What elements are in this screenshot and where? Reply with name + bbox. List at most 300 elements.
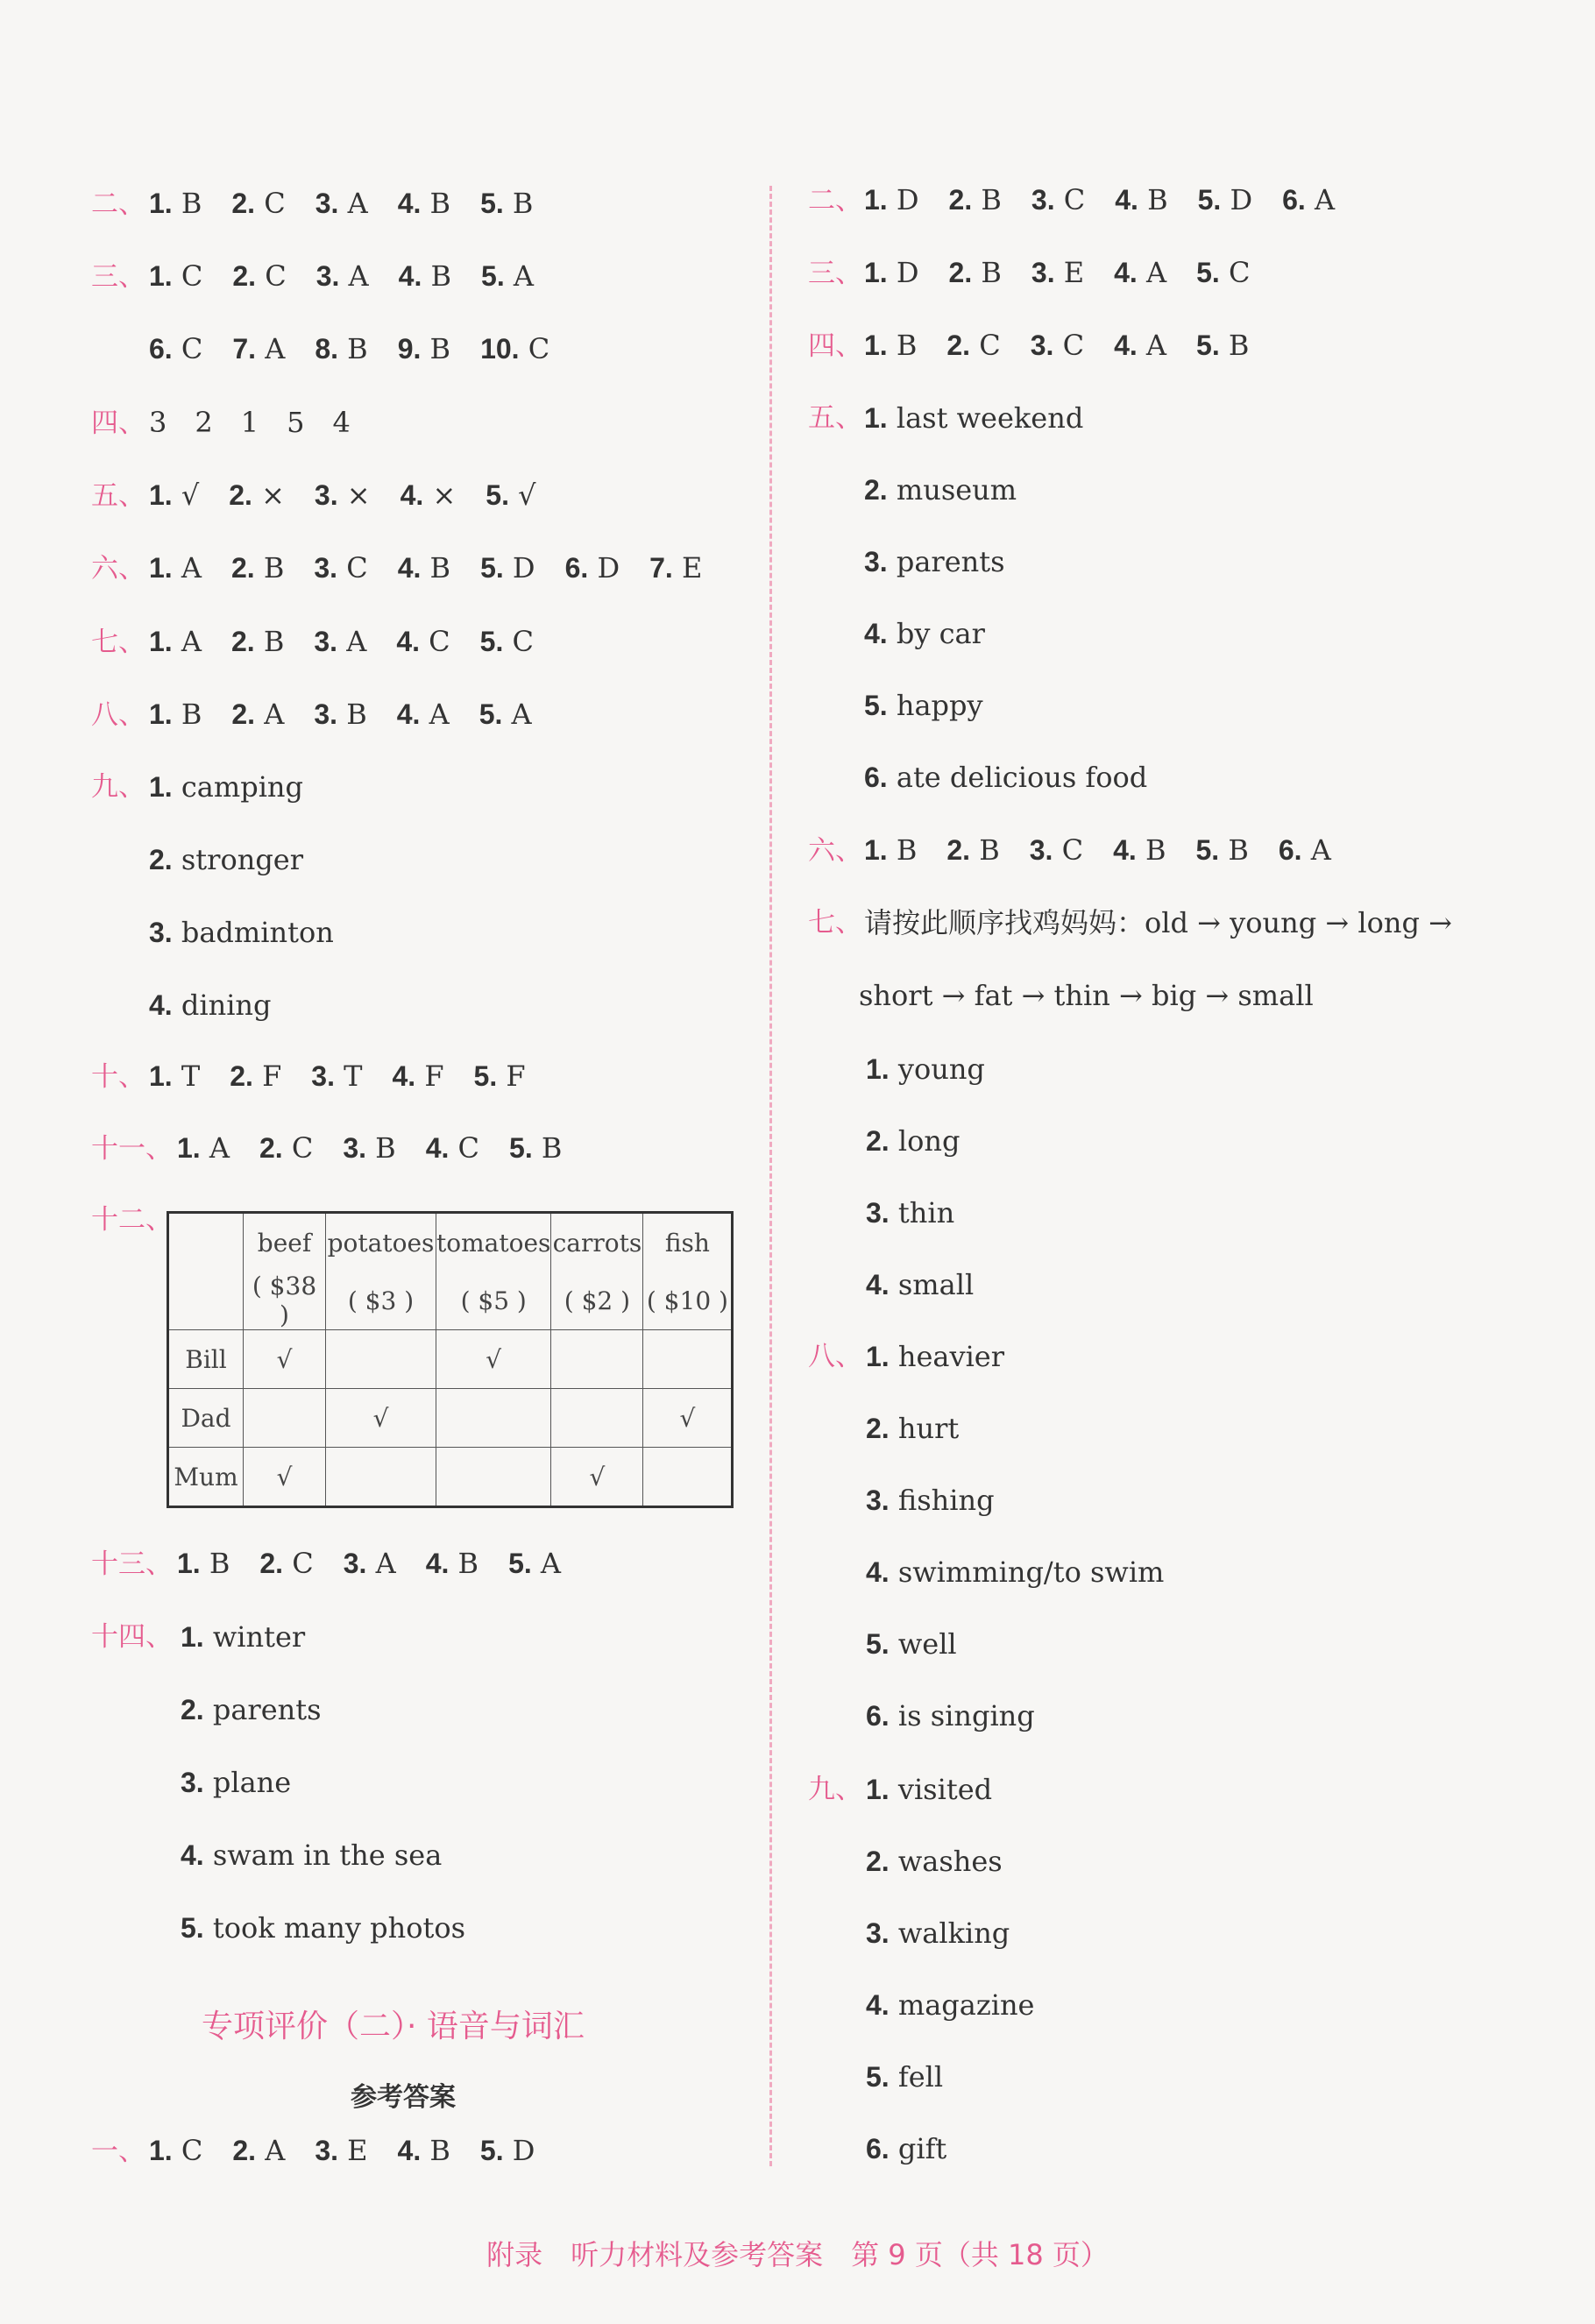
question-number: 5. — [481, 260, 505, 292]
question-number: 6. — [1278, 834, 1302, 866]
answer-item — [864, 616, 985, 651]
answer-item — [486, 478, 535, 512]
answer-value: D — [512, 2134, 535, 2167]
question-number: 2. — [181, 1694, 204, 1725]
question-number: 2. — [230, 1060, 253, 1092]
question-number: 4. — [866, 1556, 890, 1588]
answer-value: dining — [181, 988, 272, 1022]
answer-value: B — [263, 551, 285, 585]
question-number: 3. — [311, 1060, 335, 1092]
answer-value: F — [424, 1059, 444, 1093]
answer-item — [397, 698, 450, 731]
question-number: 2. — [946, 834, 971, 866]
answer-value: B — [457, 1547, 479, 1580]
answer-value: × — [346, 478, 371, 512]
table-header-row — [168, 1213, 733, 1272]
answer-value: C — [291, 1131, 314, 1165]
answer-item — [864, 183, 919, 216]
answer-item — [866, 1267, 974, 1302]
answer-value: A — [265, 2134, 286, 2167]
question-number: 7. — [649, 552, 673, 584]
answer-value: B — [429, 551, 451, 585]
answer-value: C — [264, 187, 286, 220]
answer-item — [1031, 183, 1085, 216]
answer-value: C — [1062, 329, 1085, 362]
answer-value: √ — [518, 478, 536, 512]
answer-item — [649, 551, 702, 585]
question-number: 1. — [864, 184, 888, 216]
answer-row — [91, 259, 534, 294]
item-name-cell: potatoes — [326, 1213, 436, 1272]
section-label: 七、 — [91, 627, 145, 658]
question-number: 5. — [1195, 834, 1220, 866]
answer-item — [259, 1131, 313, 1165]
question-number: 1. — [149, 698, 173, 730]
question-number: 4. — [1114, 329, 1138, 361]
answer-item — [1031, 256, 1084, 289]
answer-value: T — [181, 1059, 201, 1093]
answer-row — [808, 328, 1249, 364]
answer-item — [229, 478, 285, 512]
answer-item — [474, 1059, 526, 1093]
answer-value: C — [346, 551, 368, 585]
item-name-cell: beef — [244, 1213, 326, 1272]
answer-value: E — [1063, 256, 1085, 289]
answer-value: C — [181, 259, 203, 293]
question-number: 3. — [1029, 834, 1053, 866]
answer-item — [314, 698, 366, 731]
answer-value: A — [264, 698, 285, 731]
answer-item — [864, 688, 983, 723]
question-number: 7. — [232, 333, 257, 365]
question-number: 1. — [866, 1341, 890, 1372]
instruction-line: short → fat → thin → big → small — [859, 979, 1314, 1012]
section-label: 十、 — [91, 1061, 145, 1093]
question-number: 4. — [397, 188, 422, 219]
answer-item — [230, 1059, 281, 1093]
check-cell — [326, 1448, 436, 1507]
section-label: 二、 — [808, 185, 862, 216]
answer-item — [314, 625, 366, 658]
section-label: 九、 — [91, 771, 145, 803]
question-number: 3. — [314, 698, 338, 730]
answer-item — [149, 625, 202, 658]
answer-value: is singing — [897, 1699, 1035, 1732]
question-number: 3. — [1031, 184, 1055, 216]
answer-row — [91, 478, 536, 514]
answer-item — [866, 1483, 995, 1518]
answer-value: C — [528, 332, 550, 365]
question-number: 4. — [1115, 184, 1138, 216]
section-label: 四、 — [808, 330, 862, 362]
answer-row — [91, 1059, 526, 1095]
answer-item — [149, 478, 199, 512]
section-label: 十二、 — [91, 1204, 173, 1236]
item-name-cell: carrots — [551, 1213, 643, 1272]
item-price-cell: ( $10 ) — [643, 1272, 733, 1330]
question-number: 4. — [397, 2135, 422, 2166]
answer-value: last weekend — [896, 401, 1084, 435]
answer-value: E — [681, 551, 703, 585]
question-number: 1. — [177, 1132, 201, 1164]
answer-item — [509, 1131, 562, 1165]
answer-row — [808, 182, 1335, 218]
answer-item — [149, 1059, 200, 1093]
answer-item — [344, 1547, 396, 1580]
answer-value: hurt — [897, 1412, 960, 1445]
answer-value: B — [181, 698, 202, 731]
answer-value: B — [512, 187, 534, 220]
table-row — [168, 1389, 733, 1448]
question-number: 4. — [866, 1269, 890, 1300]
answer-item — [480, 332, 549, 365]
section-label: 十三、 — [91, 1548, 173, 1580]
answer-value: gift — [897, 2132, 947, 2165]
answer-item — [565, 551, 620, 585]
answer-value: long — [897, 1124, 961, 1158]
question-number: 2. — [946, 329, 971, 361]
shopping-table — [167, 1211, 734, 1508]
question-number: 4. — [396, 626, 420, 657]
question-number: 5. — [479, 626, 504, 657]
answer-item — [866, 2131, 946, 2166]
answer-item — [866, 1987, 1034, 2023]
question-number: 4. — [149, 989, 173, 1021]
answer-item — [866, 1844, 1003, 1879]
answer-item — [315, 332, 367, 365]
person-cell: Bill — [168, 1330, 244, 1389]
answer-value: B — [430, 259, 452, 293]
answer-item — [399, 259, 451, 293]
answer-item — [259, 1547, 313, 1580]
section-label: 三、 — [91, 261, 145, 293]
answer-item — [949, 256, 1002, 289]
answer-item — [866, 1555, 1164, 1590]
question-number: 3. — [866, 1197, 890, 1229]
answer-item — [1279, 833, 1331, 867]
section-label: 五、 — [91, 480, 145, 512]
answer-item — [1198, 183, 1253, 216]
answer-value: parents — [212, 1693, 322, 1726]
answer-item — [149, 698, 202, 731]
answer-row — [149, 331, 549, 366]
item-price-cell: ( $38 ) — [244, 1272, 326, 1330]
check-cell — [326, 1330, 436, 1389]
question-number: 4. — [425, 1548, 450, 1579]
answer-value: C — [181, 332, 203, 365]
question-number: 1. — [864, 402, 888, 434]
answer-item — [231, 698, 284, 731]
answer-value: F — [506, 1059, 526, 1093]
page-footer: 附录 听力材料及参考答案 第 9 页（共 18 页） — [486, 2238, 1109, 2271]
answer-row — [91, 624, 534, 660]
answer-item — [1115, 183, 1167, 216]
answer-value: D — [512, 551, 535, 585]
answer-value: fell — [897, 2060, 944, 2094]
question-number: 2. — [231, 698, 256, 730]
question-number: 5. — [479, 2135, 504, 2166]
answer-item — [480, 2134, 535, 2167]
section-label: 五、 — [808, 402, 862, 434]
question-number: 1. — [866, 1053, 890, 1085]
question-number: 9. — [397, 333, 422, 365]
question-number: 1. — [149, 479, 173, 511]
answer-value: young — [897, 1052, 985, 1086]
question-number: 5. — [480, 188, 504, 219]
question-number: 6. — [864, 762, 888, 793]
question-number: 3. — [866, 1484, 890, 1516]
answer-item — [231, 187, 285, 220]
answer-value: B — [1145, 833, 1166, 867]
answer-item — [1114, 256, 1166, 289]
answer-item — [149, 915, 334, 950]
section-title: 专项评价（二）· 语音与词汇 — [202, 2009, 585, 2044]
question-number: 2. — [232, 2135, 257, 2166]
item-name-cell: fish — [643, 1213, 733, 1272]
answer-value: swam in the sea — [212, 1839, 443, 1872]
answer-item — [866, 1195, 954, 1230]
section-label: 八、 — [808, 1341, 862, 1372]
check-cell — [643, 1330, 733, 1389]
answer-value: D — [597, 551, 620, 585]
answer-value: by car — [896, 617, 985, 650]
answer-value: stronger — [181, 843, 304, 876]
question-number: 3. — [315, 188, 339, 219]
answer-value: D — [1230, 183, 1253, 216]
answer-item — [398, 187, 450, 220]
question-number: 1. — [149, 771, 173, 803]
answer-value: badminton — [181, 916, 334, 949]
question-number: 1. — [149, 1060, 173, 1092]
question-number: 4. — [1114, 257, 1138, 288]
answer-item — [426, 1547, 478, 1580]
answer-item — [864, 400, 1083, 436]
answer-item — [866, 2059, 943, 2094]
answer-item — [1031, 329, 1084, 362]
answer-value: B — [1147, 183, 1168, 216]
question-number: 2. — [866, 1125, 890, 1157]
question-number: 4. — [396, 698, 421, 730]
answer-value: C — [512, 625, 534, 658]
answer-item — [398, 2134, 450, 2167]
question-number: 4. — [392, 1060, 416, 1092]
answer-item — [946, 833, 999, 867]
answer-item — [1282, 183, 1335, 216]
question-number: 1. — [149, 626, 173, 657]
answer-value: B — [896, 833, 918, 867]
answer-item — [479, 698, 532, 731]
answer-item — [866, 1339, 1004, 1374]
question-number: 2. — [259, 1548, 284, 1579]
answer-item — [181, 1765, 291, 1800]
answer-item — [232, 259, 286, 293]
check-cell: √ — [436, 1330, 551, 1389]
question-number: 3. — [866, 1917, 890, 1949]
question-number: 8. — [315, 333, 338, 365]
question-number: 4. — [425, 1132, 450, 1164]
question-number: 4. — [398, 260, 422, 292]
table-row — [168, 1330, 733, 1389]
answer-value: B — [429, 332, 451, 365]
answer-item — [398, 551, 450, 585]
answer-item — [149, 842, 303, 877]
question-number: 5. — [866, 1628, 890, 1660]
answer-value: well — [897, 1627, 957, 1661]
answer-value: C — [1063, 183, 1086, 216]
answer-value: A — [181, 551, 202, 585]
answer-item — [181, 1838, 442, 1873]
answer-row — [91, 1130, 562, 1166]
question-number: 1. — [149, 2135, 173, 2166]
section-label: 七、 — [808, 907, 862, 939]
question-number: 1. — [864, 834, 888, 866]
item-price-cell: ( $5 ) — [436, 1272, 551, 1330]
answer-item — [866, 1052, 985, 1087]
answer-row — [91, 405, 351, 441]
question-number: 2. — [231, 188, 256, 219]
answer-value: A — [429, 698, 450, 731]
answer-item — [231, 551, 284, 585]
answer-item — [480, 187, 533, 220]
answer-item — [316, 259, 369, 293]
question-number: 1. — [866, 1774, 890, 1805]
answer-item — [480, 625, 534, 658]
question-number: 3. — [314, 479, 338, 511]
question-number: 6. — [1282, 184, 1306, 216]
answer-value: A — [181, 625, 202, 658]
question-number: 5. — [480, 552, 504, 584]
question-number: 5. — [864, 690, 888, 721]
answer-value: B — [981, 183, 1002, 216]
answer-item — [864, 472, 1017, 507]
answer-value: A — [347, 187, 368, 220]
answer-item — [864, 256, 919, 289]
answer-value: heavier — [897, 1340, 1005, 1373]
question-number: 3. — [343, 1548, 367, 1579]
question-number: 2. — [864, 474, 888, 506]
answer-item — [149, 187, 202, 220]
answer-row — [91, 550, 702, 586]
answer-item — [392, 1059, 443, 1093]
question-number: 3. — [1031, 257, 1055, 288]
answer-row — [91, 2133, 535, 2169]
answer-item — [401, 478, 457, 512]
answer-value: B — [1228, 833, 1249, 867]
question-number: 6. — [149, 333, 173, 365]
question-number: 3. — [149, 917, 173, 948]
answer-value: swimming/to swim — [897, 1555, 1165, 1589]
item-price-cell: ( $3 ) — [326, 1272, 436, 1330]
answer-value: A — [1145, 329, 1167, 362]
section-subtitle: 参考答案 — [351, 2082, 456, 2113]
question-number: 5. — [509, 1132, 533, 1164]
question-number: 5. — [1196, 329, 1220, 361]
question-number: 4. — [866, 1989, 890, 2021]
question-number: 2. — [866, 1846, 890, 1877]
section-label: 六、 — [808, 835, 862, 867]
answer-value: A — [375, 1547, 396, 1580]
answer-item — [1030, 833, 1083, 867]
person-cell: Mum — [168, 1448, 244, 1507]
answer-value: B — [263, 625, 285, 658]
question-number: 4. — [181, 1839, 204, 1871]
check-cell — [551, 1389, 643, 1448]
answer-row — [808, 255, 1250, 291]
question-number: 3. — [315, 260, 340, 292]
answer-value: B — [429, 187, 451, 220]
answer-value: A — [1314, 183, 1336, 216]
question-number: 3. — [314, 626, 338, 657]
question-number: 2. — [259, 1132, 283, 1164]
answer-value: × — [261, 478, 285, 512]
question-number: 3. — [315, 2135, 338, 2166]
table-row — [168, 1448, 733, 1507]
answer-value: A — [1310, 833, 1331, 867]
question-number: 3. — [1030, 329, 1054, 361]
answer-value: magazine — [897, 1988, 1035, 2022]
question-number: 2. — [948, 184, 973, 216]
answer-item — [1196, 256, 1250, 289]
answer-value: C — [429, 625, 450, 658]
answer-value: B — [896, 329, 918, 362]
answer-value: A — [265, 332, 286, 365]
answer-item — [864, 833, 917, 867]
question-number: 6. — [564, 552, 589, 584]
answer-item — [177, 1131, 230, 1165]
answer-item — [866, 1698, 1035, 1733]
answer-value: B — [346, 698, 367, 731]
question-number: 1. — [177, 1548, 201, 1579]
check-cell: √ — [643, 1389, 733, 1448]
question-number: 5. — [1197, 184, 1222, 216]
question-number: 3. — [343, 1132, 366, 1164]
answer-row — [91, 1546, 561, 1582]
question-number: 2. — [230, 552, 255, 584]
answer-value: B — [181, 187, 202, 220]
check-cell: √ — [244, 1448, 326, 1507]
answer-row — [91, 697, 532, 733]
answer-item — [866, 1123, 960, 1158]
answer-value: winter — [212, 1620, 306, 1654]
answer-item — [315, 2134, 367, 2167]
question-number: 5. — [478, 698, 503, 730]
answer-value: B — [541, 1131, 563, 1165]
question-number: 2. — [866, 1413, 890, 1444]
question-number: 1. — [864, 329, 888, 361]
answer-item — [480, 551, 535, 585]
question-number: 6. — [866, 1700, 890, 1732]
answer-value: B — [979, 833, 1000, 867]
answer-value: took many photos — [212, 1911, 465, 1945]
answer-value: ate delicious food — [896, 761, 1148, 794]
section-label: 八、 — [91, 699, 145, 731]
question-number: 2. — [230, 626, 255, 657]
question-number: 6. — [866, 2133, 890, 2165]
section-label: 十四、 — [91, 1621, 173, 1653]
question-number: 4. — [397, 552, 422, 584]
answer-value: museum — [896, 473, 1017, 507]
answer-value: visited — [897, 1773, 993, 1806]
answer-item — [315, 478, 371, 512]
answer-item — [949, 183, 1002, 216]
answer-value: T — [344, 1059, 363, 1093]
question-number: 3. — [864, 546, 888, 577]
answer-value: C — [265, 259, 287, 293]
check-cell — [643, 1448, 733, 1507]
question-number: 1. — [149, 188, 173, 219]
answer-item — [314, 551, 367, 585]
question-number: 10. — [480, 333, 520, 365]
